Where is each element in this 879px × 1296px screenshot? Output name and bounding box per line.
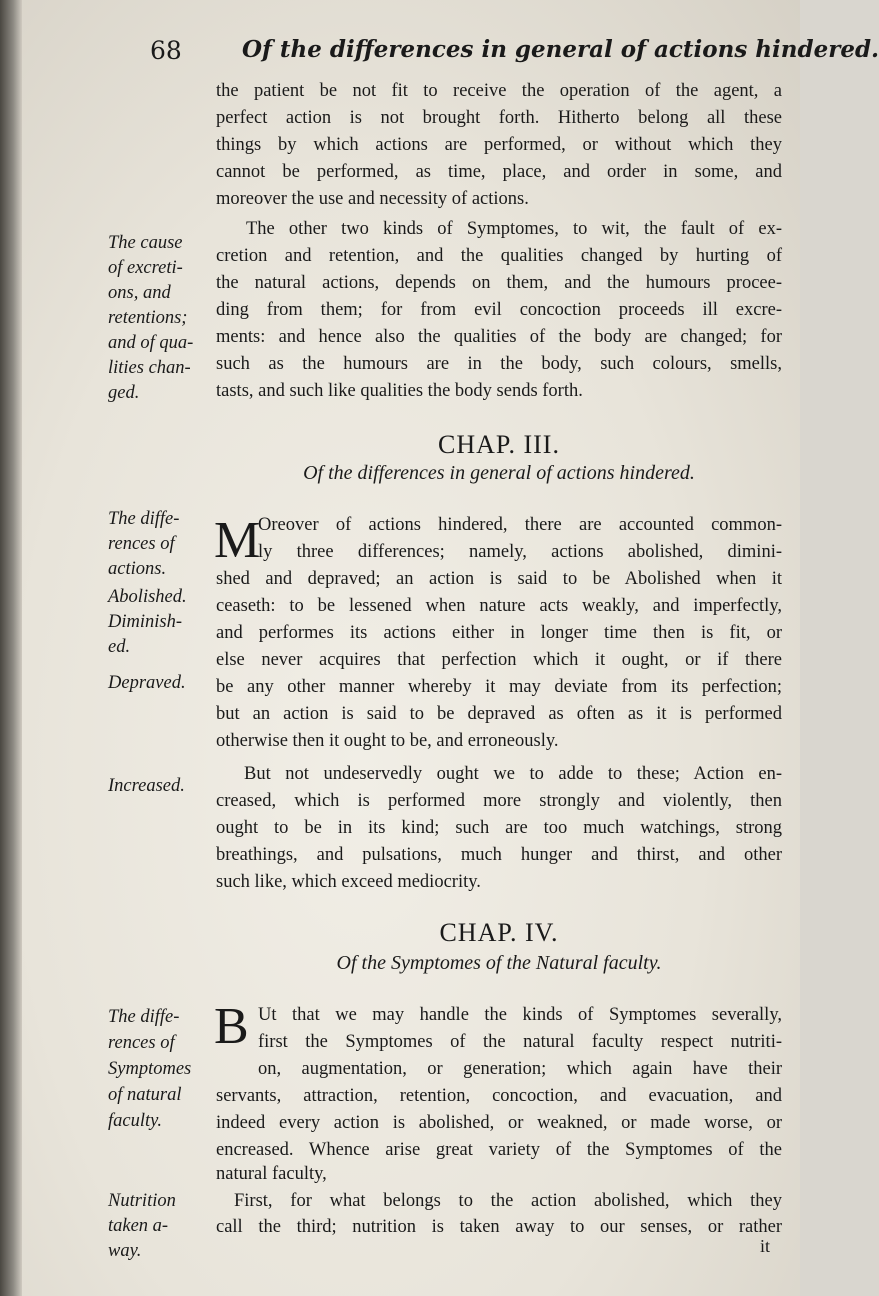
text-line: shed and depraved; an action is said to be Abolished when it	[216, 569, 782, 589]
margin-note: Abolished.	[108, 587, 187, 607]
text-line: Ut that we may handle the kinds of Symptomes severally,	[258, 1005, 782, 1025]
text-line: perfect action is not brought forth. Hitherto belong all these	[216, 108, 782, 128]
margin-note: actions.	[108, 559, 167, 579]
running-head: Of the differences in general of actions hindered.	[242, 36, 879, 63]
text-line: natural faculty,	[216, 1164, 327, 1184]
margin-note: and of qua-	[108, 333, 194, 353]
text-line: ments: and hence also the qualities of the body are changed; for	[216, 327, 782, 347]
text-line: such as the humours are in the body, such colours, smells,	[216, 354, 782, 374]
margin-note: Nutrition	[108, 1191, 176, 1211]
chapter-title: CHAP. IV.	[439, 918, 559, 947]
text-line: the natural actions, depends on them, and the humours procee-	[216, 273, 782, 293]
text-line: ought to be in its kind; such are too much watchings, strong	[216, 818, 782, 838]
catchword: it	[760, 1236, 771, 1256]
margin-note: Increased.	[108, 776, 185, 796]
text-line: tasts, and such like qualities the body sends forth.	[216, 381, 583, 401]
text-line: creased, which is performed more strongly and violently, then	[216, 791, 782, 811]
chapter-title: CHAP. III.	[438, 430, 560, 459]
margin-note: Depraved.	[108, 673, 186, 693]
text-line: ding from them; for from evil concoction proceeds ill excre-	[216, 300, 782, 320]
text-line: moreover the use and necessity of actions.	[216, 189, 529, 209]
margin-note: rences of	[108, 534, 175, 554]
margin-note: way.	[108, 1241, 142, 1261]
margin-note: taken a-	[108, 1216, 169, 1236]
text-line: and performes its actions either in longer time then is fit, or	[216, 623, 782, 643]
margin-note: The cause	[108, 233, 183, 253]
text-line: The other two kinds of Symptomes, to wit, the fault of ex-	[246, 219, 782, 239]
margin-note: faculty.	[108, 1111, 162, 1131]
chapter-subtitle: Of the Symptomes of the Natural faculty.	[336, 952, 662, 974]
drop-capital: M	[214, 512, 261, 569]
margin-note: lities chan-	[108, 358, 191, 378]
margin-note: ed.	[108, 637, 131, 657]
margin-note: of natural	[108, 1085, 182, 1105]
text-line: be any other manner whereby it may deviate from its perfection;	[216, 677, 782, 697]
text-line: on, augmentation, or generation; which again have their	[258, 1059, 782, 1079]
text-line: otherwise then it ought to be, and erroneously.	[216, 731, 559, 751]
chapter-subtitle: Of the differences in general of actions hindered.	[303, 462, 695, 484]
margin-note: retentions;	[108, 308, 188, 328]
margin-note: ons, and	[108, 283, 171, 303]
text-line: First, for what belongs to the action abolished, which they	[234, 1191, 782, 1211]
book-gutter	[0, 0, 22, 1296]
text-line: such like, which exceed mediocrity.	[216, 872, 481, 892]
text-line: encreased. Whence arise great variety of the Symptomes of the	[216, 1140, 782, 1160]
margin-note: Diminish-	[108, 612, 182, 632]
text-line: cretion and retention, and the qualities changed by hurting of	[216, 246, 782, 266]
text-line: else never acquires that perfection which it ought, or if there	[216, 650, 782, 670]
text-line: servants, attraction, retention, concoction, and evacuation, and	[216, 1086, 782, 1106]
margin-note: of excreti-	[108, 258, 183, 278]
text-line: but an action is said to be depraved as often as it is performed	[216, 704, 782, 724]
page-header	[150, 36, 879, 76]
text-line: Oreover of actions hindered, there are accounted common-	[258, 515, 782, 535]
text-line: indeed every action is abolished, or weakned, or made worse, or	[216, 1113, 782, 1133]
text-line: But not undeservedly ought we to adde to these; Action en-	[244, 764, 782, 784]
margin-note: The diffe-	[108, 509, 180, 529]
text-line: ceaseth: to be lessened when nature acts weakly, and imperfectly,	[216, 596, 782, 616]
text-line: the patient be not fit to receive the operation of the agent, a	[216, 81, 782, 101]
margin-note: ged.	[108, 383, 140, 403]
page-number: 68	[150, 36, 182, 65]
text-line: things by which actions are performed, or without which they	[216, 135, 782, 155]
drop-capital: B	[214, 998, 249, 1055]
text-line: cannot be performed, as time, place, and order in some, and	[216, 162, 782, 182]
text-line: breathings, and pulsations, much hunger and thirst, and other	[216, 845, 782, 865]
text-line: call the third; nutrition is taken away to our senses, or rather	[216, 1217, 782, 1237]
text-line: first the Symptomes of the natural faculty respect nutriti-	[258, 1032, 782, 1052]
text-line: ly three differences; namely, actions abolished, dimini-	[258, 542, 782, 562]
margin-note: Symptomes	[108, 1059, 192, 1079]
margin-note: rences of	[108, 1033, 175, 1053]
margin-note: The diffe-	[108, 1007, 180, 1027]
